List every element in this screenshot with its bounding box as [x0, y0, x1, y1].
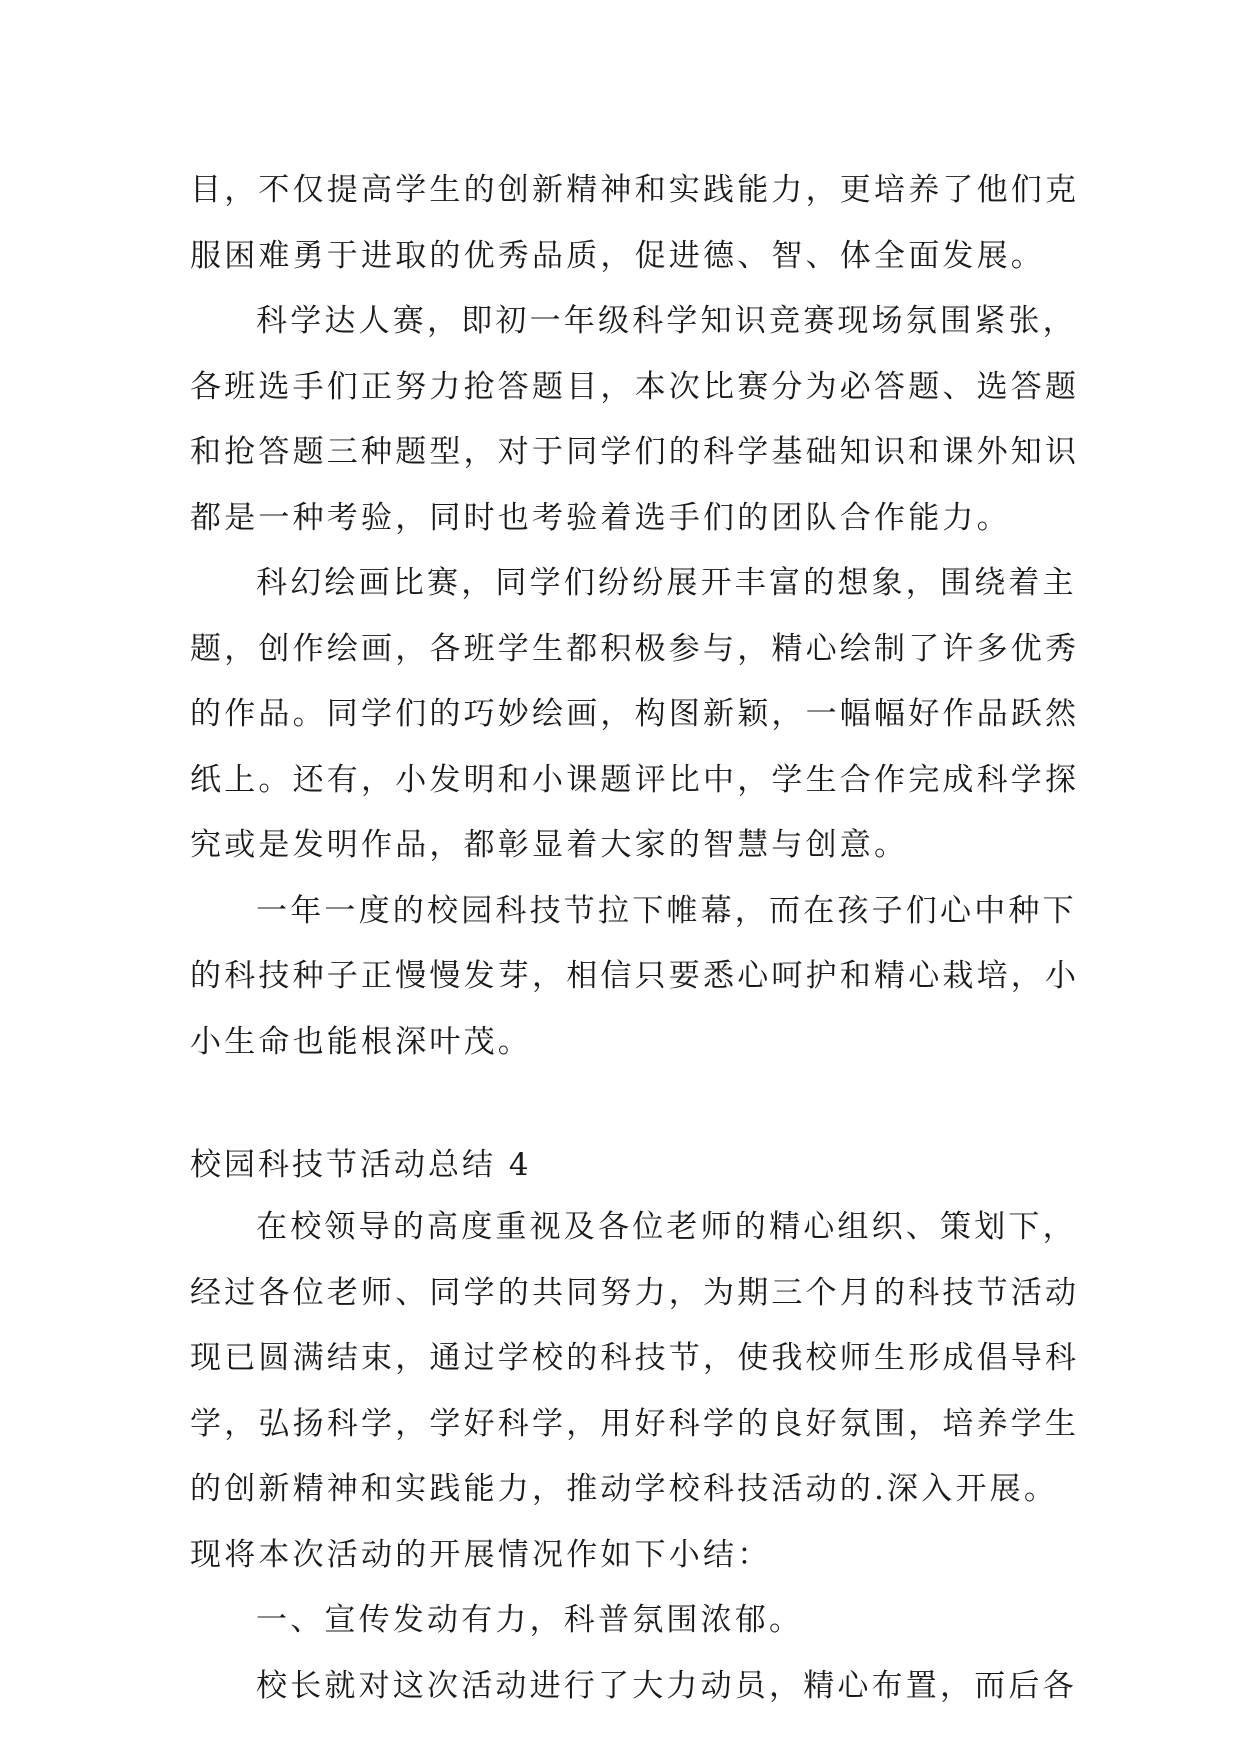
text-line: 纸上。还有，小发明和小课题评比中，学生合作完成科学探 [190, 761, 1080, 798]
text-line: 各班选手们正努力抢答题目，本次比赛分为必答题、选答题 [190, 368, 1080, 405]
text-line: 的创新精神和实践能力，推动学校科技活动的.深入开展。 [190, 1471, 1059, 1507]
text-line: 小生命也能根深叶茂。 [190, 1023, 532, 1060]
text-line: 题，创作绘画，各班学生都积极参与，精心绘制了许多优秀 [190, 630, 1080, 667]
text-line: 的科技种子正慢慢发芽，相信只要悉心呵护和精心栽培，小 [190, 958, 1080, 994]
text-line: 目，不仅提高学生的创新精神和实践能力，更培养了他们克 [190, 172, 1080, 208]
text-line: 科学达人赛，即初一年级科学知识竞赛现场氛围紧张， [256, 303, 1077, 339]
text-line: 服困难勇于进取的优秀品质，促进德、智、体全面发展。 [190, 237, 1045, 274]
section-title: 校园科技节活动总结 4 [190, 1147, 532, 1183]
text-line: 科幻绘画比赛，同学们纷纷展开丰富的想象，围绕着主 [256, 565, 1077, 601]
text-line: 校长就对这次活动进行了大力动员，精心布置，而后各 [256, 1667, 1077, 1704]
text-line: 学，弘扬科学，学好科学，用好科学的良好氛围，培养学生 [190, 1405, 1080, 1442]
section-gap [190, 1075, 1060, 1135]
text-line: 的作品。同学们的巧妙绘画，构图新颖，一幅幅好作品跃然 [190, 696, 1080, 732]
text-line: 都是一种考验，同时也考验着选手们的团队合作能力。 [190, 499, 1011, 536]
text-line: 一年一度的校园科技节拉下帷幕，而在孩子们心中种下 [256, 892, 1077, 929]
text-line: 现将本次活动的开展情况作如下小结： [190, 1536, 772, 1573]
text-line: 经过各位老师、同学的共同努力，为期三个月的科技节活动 [190, 1274, 1080, 1311]
text-line: 和抢答题三种题型，对于同学们的科学基础知识和课外知识 [190, 434, 1080, 470]
subheading-line: 一、宣传发动有力，科普氛围浓郁。 [256, 1602, 804, 1638]
text-line: 究或是发明作品，都彰显着大家的智慧与创意。 [190, 827, 909, 863]
document-body [190, 158, 1080, 1719]
text-line: 现已圆满结束，通过学校的科技节，使我校师生形成倡导科 [190, 1340, 1080, 1376]
text-line: 在校领导的高度重视及各位老师的精心组织、策划下， [256, 1209, 1077, 1245]
